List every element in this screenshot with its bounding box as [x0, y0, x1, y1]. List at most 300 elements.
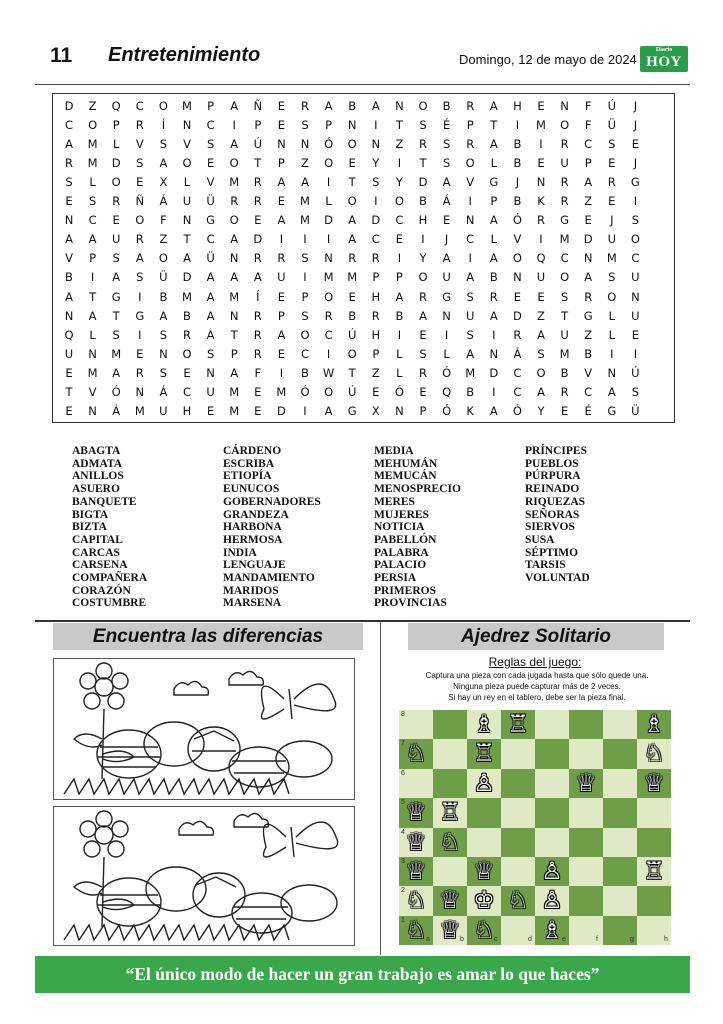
piece-pawn-icon[interactable]: ♙: [541, 857, 563, 885]
grid-letter: Z: [537, 308, 545, 323]
grid-letter: A: [253, 270, 262, 285]
grid-letter: L: [112, 137, 120, 152]
grid-letter: A: [489, 308, 498, 323]
grid-letter: U: [560, 156, 569, 171]
word-item: MANDAMIENTO: [223, 572, 315, 585]
square-g6[interactable]: [603, 769, 637, 798]
grid-letter: E: [560, 403, 569, 418]
word-item: PRIMEROS: [374, 584, 436, 597]
grid-letter: H: [418, 213, 428, 228]
square-d3[interactable]: [501, 857, 535, 886]
grid-letter: D: [276, 403, 286, 418]
grid-letter: O: [512, 251, 522, 266]
grid-letter: S: [631, 213, 640, 228]
grid-letter: I: [303, 270, 307, 285]
grid-letter: R: [135, 118, 144, 133]
grid-letter: Y: [419, 251, 427, 266]
grid-letter: D: [583, 232, 593, 247]
grid-letter: D: [512, 308, 522, 323]
grid-letter: I: [374, 118, 378, 133]
grid-letter: R: [183, 327, 191, 342]
piece-bishop-icon[interactable]: ♗: [473, 710, 495, 738]
grid-letter: N: [347, 118, 357, 133]
square-g8[interactable]: [603, 710, 637, 739]
file-label: d: [528, 936, 532, 944]
grid-letter: V: [135, 137, 144, 152]
grid-letter: L: [89, 175, 96, 190]
file-label: b: [460, 936, 464, 944]
grid-letter: E: [419, 384, 427, 399]
grid-letter: A: [537, 327, 545, 342]
grid-letter: Q: [536, 251, 546, 266]
grid-letter: Ü: [607, 118, 616, 133]
grid-letter: U: [631, 270, 640, 285]
piece-bishop-icon[interactable]: ♗: [541, 915, 563, 944]
grid-letter: V: [183, 137, 191, 152]
word-item: MENOSPRECIO: [374, 483, 461, 496]
grid-letter: G: [347, 403, 357, 418]
grid-letter: S: [112, 327, 120, 342]
piece-rook-icon[interactable]: ♖: [473, 739, 495, 768]
grid-letter: G: [111, 289, 121, 304]
grid-letter: H: [513, 99, 522, 113]
grid-letter: E: [183, 365, 191, 380]
grid-letter: L: [608, 327, 615, 342]
grid-letter: P: [584, 156, 592, 171]
section-divider: [35, 620, 690, 622]
word-item: REINADO: [525, 483, 580, 496]
square-g5[interactable]: [603, 798, 637, 827]
square-f5[interactable]: [569, 798, 603, 827]
grid-letter: D: [253, 232, 263, 247]
piece-queen-icon[interactable]: ♕: [405, 857, 427, 885]
grid-letter: O: [158, 251, 168, 266]
chess-title: Ajedrez Solitario: [408, 623, 664, 650]
grid-letter: M: [559, 346, 570, 361]
square-f7[interactable]: [569, 739, 603, 768]
grid-letter: Ú: [347, 327, 357, 342]
piece-knight-icon[interactable]: ♘: [405, 886, 427, 915]
grid-letter: Ü: [159, 270, 168, 285]
grid-letter: T: [490, 118, 498, 133]
grid-letter: I: [468, 251, 472, 266]
piece-queen-icon[interactable]: ♕: [575, 768, 597, 797]
square-b3[interactable]: [433, 857, 467, 886]
rule-line-1: Captura una pieza con cada jugada hasta que sólo quede una.: [425, 671, 649, 680]
grid-letter: C: [64, 118, 74, 133]
piece-pawn-icon[interactable]: ♙: [473, 768, 495, 797]
grid-letter: P: [395, 270, 403, 285]
grid-letter: A: [277, 175, 286, 190]
word-item: NOTICIA: [374, 521, 425, 534]
grid-letter: I: [539, 137, 543, 152]
grid-letter: A: [489, 403, 498, 418]
grid-letter: E: [608, 194, 616, 209]
grid-letter: R: [230, 194, 239, 209]
square-g2[interactable]: [603, 886, 637, 915]
grid-letter: E: [348, 289, 356, 304]
grid-letter: U: [277, 270, 286, 285]
file-label: h: [664, 936, 668, 944]
piece-rook-icon[interactable]: ♖: [439, 798, 461, 827]
grid-letter: O: [536, 365, 546, 380]
grid-letter: A: [489, 99, 498, 113]
header-divider: [35, 84, 690, 85]
word-item: MEMUCÁN: [374, 470, 437, 483]
rank-label: 6: [401, 769, 405, 777]
piece-queen-icon[interactable]: ♕: [439, 886, 461, 915]
square-f2[interactable]: [569, 886, 603, 915]
word-item: COSTUMBRE: [72, 597, 147, 610]
grid-letter: Ó: [442, 365, 452, 380]
grid-letter: N: [182, 118, 192, 133]
word-item: CORAZÓN: [72, 584, 131, 597]
grid-letter: A: [348, 232, 357, 247]
grid-letter: A: [489, 251, 498, 266]
word-item: ASUERO: [72, 483, 120, 496]
grid-letter: B: [348, 99, 357, 113]
grid-letter: E: [136, 175, 144, 190]
grid-letter: S: [136, 156, 144, 171]
grid-letter: E: [277, 99, 286, 113]
square-e7[interactable]: [535, 739, 569, 768]
grid-letter: O: [347, 346, 357, 361]
piece-knight-icon[interactable]: ♘: [405, 915, 427, 944]
square-h2[interactable]: [637, 886, 671, 915]
square-f3[interactable]: [569, 857, 603, 886]
grid-letter: A: [442, 175, 451, 190]
square-e8[interactable]: [535, 710, 569, 739]
piece-queen-icon[interactable]: ♕: [405, 798, 427, 827]
easter-drawing-top: [54, 659, 355, 800]
grid-letter: R: [560, 137, 569, 152]
grid-letter: R: [301, 99, 309, 113]
grid-letter: P: [490, 194, 498, 209]
square-b7[interactable]: [433, 739, 467, 768]
piece-knight-icon[interactable]: ♘: [405, 739, 427, 768]
word-item: INDIA: [223, 546, 257, 559]
grid-letter: U: [64, 346, 74, 361]
grid-letter: S: [419, 346, 427, 361]
grid-letter: S: [442, 137, 451, 152]
square-d4[interactable]: [501, 828, 535, 857]
word-item: BIZTA: [72, 521, 107, 534]
grid-letter: S: [537, 346, 545, 361]
grid-letter: A: [230, 99, 239, 113]
grid-letter: I: [303, 403, 307, 418]
file-label: e: [562, 936, 566, 944]
grid-letter: R: [419, 137, 427, 152]
grid-letter: C: [631, 251, 640, 266]
grid-letter: P: [112, 118, 120, 133]
word-item: ADMATA: [72, 457, 123, 470]
grid-letter: T: [183, 232, 191, 247]
grid-letter: A: [159, 308, 168, 323]
word-column: [72, 445, 147, 610]
grid-letter: Ñ: [253, 99, 263, 113]
square-e4[interactable]: [535, 828, 569, 857]
grid-letter: Z: [584, 327, 593, 342]
grid-letter: I: [633, 346, 638, 361]
grid-letter: C: [88, 213, 97, 228]
square-c5[interactable]: [467, 798, 501, 827]
grid-letter: W: [322, 365, 335, 380]
square-e5[interactable]: [535, 798, 569, 827]
grid-letter: Ó: [442, 403, 452, 418]
square-c4[interactable]: [467, 828, 501, 857]
logo-small-text: Diario: [655, 47, 673, 53]
grid-letter: Q: [442, 384, 452, 399]
grid-letter: F: [160, 213, 167, 228]
grid-letter: N: [300, 137, 310, 152]
grid-letter: M: [111, 346, 122, 361]
grid-letter: O: [324, 384, 334, 399]
grid-letter: P: [372, 346, 380, 361]
grid-letter: R: [419, 289, 427, 304]
grid-letter: E: [631, 327, 640, 342]
grid-letter: S: [112, 251, 120, 266]
grid-letter: T: [348, 365, 356, 380]
grid-letter: E: [206, 403, 215, 418]
square-h4[interactable]: [637, 828, 671, 857]
grid-letter: G: [489, 175, 499, 190]
grid-letter: S: [301, 308, 309, 323]
piece-rook-icon[interactable]: ♖: [507, 710, 529, 738]
grid-letter: Ó: [111, 384, 121, 399]
grid-letter: M: [182, 289, 192, 304]
grid-letter: A: [183, 251, 191, 266]
grid-letter: B: [584, 346, 593, 361]
piece-king-icon[interactable]: ♔: [473, 886, 495, 915]
grid-letter: Í: [161, 118, 166, 133]
word-item: RIQUEZAS: [525, 495, 586, 508]
grid-letter: X: [371, 403, 380, 418]
grid-letter: J: [633, 118, 638, 133]
grid-letter: C: [584, 137, 593, 152]
grid-letter: R: [607, 175, 616, 190]
word-item: ESCRIBA: [223, 457, 275, 470]
grid-letter: E: [277, 118, 286, 133]
grid-letter: R: [277, 251, 286, 266]
grid-letter: O: [347, 137, 357, 152]
square-d7[interactable]: [501, 739, 535, 768]
grid-letter: C: [584, 384, 593, 399]
grid-letter: O: [300, 327, 310, 342]
grid-letter: U: [465, 308, 475, 323]
piece-knight-icon[interactable]: ♘: [473, 915, 495, 944]
grid-letter: Á: [442, 194, 451, 209]
grid-letter: É: [584, 403, 592, 418]
grid-letter: V: [65, 251, 73, 266]
grid-letter: S: [372, 175, 380, 190]
grid-letter: D: [324, 213, 334, 228]
piece-knight-icon[interactable]: ♘: [643, 739, 665, 768]
grid-letter: J: [610, 213, 614, 228]
grid-letter: A: [230, 232, 239, 247]
drawing-top: [53, 658, 355, 800]
quote-banner: “El único modo de hacer un gran trabajo es amar lo que haces”: [35, 956, 690, 993]
grid-letter: I: [90, 270, 95, 285]
grid-letter: M: [229, 384, 240, 399]
rank-label: 3: [401, 858, 405, 865]
grid-letter: F: [584, 118, 592, 133]
grid-letter: I: [397, 251, 402, 266]
grid-letter: S: [466, 327, 474, 342]
word-item: TARSIS: [525, 559, 566, 572]
square-d5[interactable]: [501, 798, 535, 827]
grid-letter: D: [111, 156, 121, 171]
grid-letter: L: [608, 308, 615, 323]
grid-letter: E: [584, 213, 592, 228]
grid-letter: E: [608, 156, 616, 171]
easter-drawing-bottom: [54, 807, 355, 946]
grid-letter: P: [89, 251, 97, 266]
grid-letter: E: [631, 137, 640, 152]
grid-letter: S: [206, 137, 215, 152]
word-item: EUNUCOS: [223, 483, 280, 496]
grid-letter: Í: [256, 289, 260, 304]
grid-letter: M: [300, 194, 310, 209]
grid-letter: L: [443, 346, 450, 361]
grid-letter: K: [466, 403, 474, 418]
word-item: HARBONA: [223, 521, 282, 534]
grid-letter: N: [229, 308, 239, 323]
rule-line-2: Ninguna pieza puede capturar más de 2 veces.: [453, 682, 621, 691]
grid-letter: A: [206, 308, 215, 323]
grid-letter: O: [560, 270, 570, 285]
piece-queen-icon[interactable]: ♕: [405, 827, 427, 856]
grid-letter: I: [492, 384, 496, 399]
word-item: ABAGTA: [72, 445, 121, 457]
grid-letter: R: [560, 175, 569, 190]
grid-letter: P: [207, 99, 215, 113]
grid-letter: S: [442, 156, 451, 171]
grid-letter: C: [513, 384, 522, 399]
grid-letter: B: [513, 194, 522, 209]
grid-letter: A: [419, 308, 427, 323]
grid-letter: I: [303, 232, 307, 247]
grid-letter: T: [395, 118, 403, 133]
grid-letter: Á: [159, 384, 168, 399]
grid-letter: P: [277, 308, 285, 323]
grid-letter: U: [159, 403, 168, 418]
grid-letter: E: [136, 346, 144, 361]
grid-letter: A: [230, 270, 239, 285]
grid-letter: J: [633, 156, 638, 171]
grid-letter: R: [560, 384, 569, 399]
grid-letter: C: [395, 213, 404, 228]
grid-letter: B: [513, 137, 522, 152]
grid-letter: A: [584, 175, 593, 190]
word-item: PALABRA: [374, 546, 429, 559]
grid-letter: A: [112, 365, 121, 380]
square-g4[interactable]: [603, 828, 637, 857]
piece-knight-icon[interactable]: ♘: [507, 886, 529, 915]
grid-letter: O: [182, 156, 192, 171]
square-g3[interactable]: [603, 857, 637, 886]
square-b8[interactable]: [433, 710, 467, 739]
grid-letter: M: [229, 175, 240, 190]
word-item: SUSA: [525, 533, 555, 546]
grid-letter: A: [88, 308, 97, 323]
piece-queen-icon[interactable]: ♕: [643, 768, 665, 797]
grid-letter: A: [371, 99, 380, 113]
word-item: SÉPTIMO: [525, 546, 579, 559]
grid-letter: T: [112, 308, 120, 323]
grid-letter: Z: [88, 99, 97, 113]
grid-letter: G: [630, 175, 640, 190]
grid-letter: R: [466, 137, 475, 152]
square-b6[interactable]: [433, 769, 467, 798]
grid-letter: N: [371, 137, 381, 152]
grid-letter: N: [88, 346, 97, 361]
grid-letter: R: [253, 175, 262, 190]
drawing-bottom: [53, 806, 355, 946]
grid-letter: S: [560, 289, 569, 304]
grid-letter: Ú: [631, 365, 640, 380]
grid-letter: Z: [301, 156, 309, 171]
grid-letter: T: [89, 289, 97, 304]
grid-letter: I: [326, 346, 331, 361]
grid-letter: E: [348, 156, 356, 171]
grid-letter: N: [442, 308, 451, 323]
piece-knight-icon[interactable]: ♘: [439, 827, 461, 856]
grid-letter: G: [607, 403, 617, 418]
grid-letter: S: [159, 327, 168, 342]
grid-letter: P: [254, 118, 262, 133]
grid-letter: B: [419, 194, 427, 209]
grid-letter: R: [324, 308, 333, 323]
square-d6[interactable]: [501, 769, 535, 798]
grid-letter: B: [489, 270, 498, 285]
grid-letter: Ü: [206, 251, 215, 266]
grid-letter: O: [347, 194, 357, 209]
grid-letter: N: [560, 99, 569, 113]
grid-letter: J: [633, 99, 638, 113]
grid-letter: A: [206, 289, 215, 304]
piece-pawn-icon[interactable]: ♙: [541, 886, 563, 915]
grid-letter: I: [610, 346, 614, 361]
piece-bishop-icon[interactable]: ♗: [643, 710, 665, 738]
grid-letter: A: [301, 175, 309, 190]
grid-letter: B: [466, 384, 475, 399]
grid-letter: E: [206, 156, 215, 171]
grid-letter: S: [159, 137, 168, 152]
piece-rook-icon[interactable]: ♖: [643, 857, 665, 885]
grid-letter: O: [111, 175, 121, 190]
grid-letter: E: [277, 194, 286, 209]
grid-letter: Ú: [607, 99, 616, 113]
grid-letter: É: [442, 118, 451, 133]
square-f8[interactable]: [569, 710, 603, 739]
grid-letter: R: [135, 365, 144, 380]
grid-letter: B: [65, 270, 73, 285]
grid-letter: A: [88, 232, 97, 247]
piece-queen-icon[interactable]: ♕: [473, 857, 495, 885]
square-e6[interactable]: [535, 769, 569, 798]
grid-letter: P: [466, 118, 474, 133]
grid-letter: B: [183, 308, 191, 323]
grid-letter: A: [65, 137, 73, 152]
rank-label: 2: [401, 887, 405, 895]
grid-letter: S: [136, 270, 144, 285]
grid-letter: L: [396, 365, 403, 380]
square-h5[interactable]: [637, 798, 671, 827]
grid-letter: A: [277, 327, 286, 342]
piece-queen-icon[interactable]: ♕: [439, 915, 461, 944]
square-f4[interactable]: [569, 828, 603, 857]
square-g7[interactable]: [603, 739, 637, 768]
